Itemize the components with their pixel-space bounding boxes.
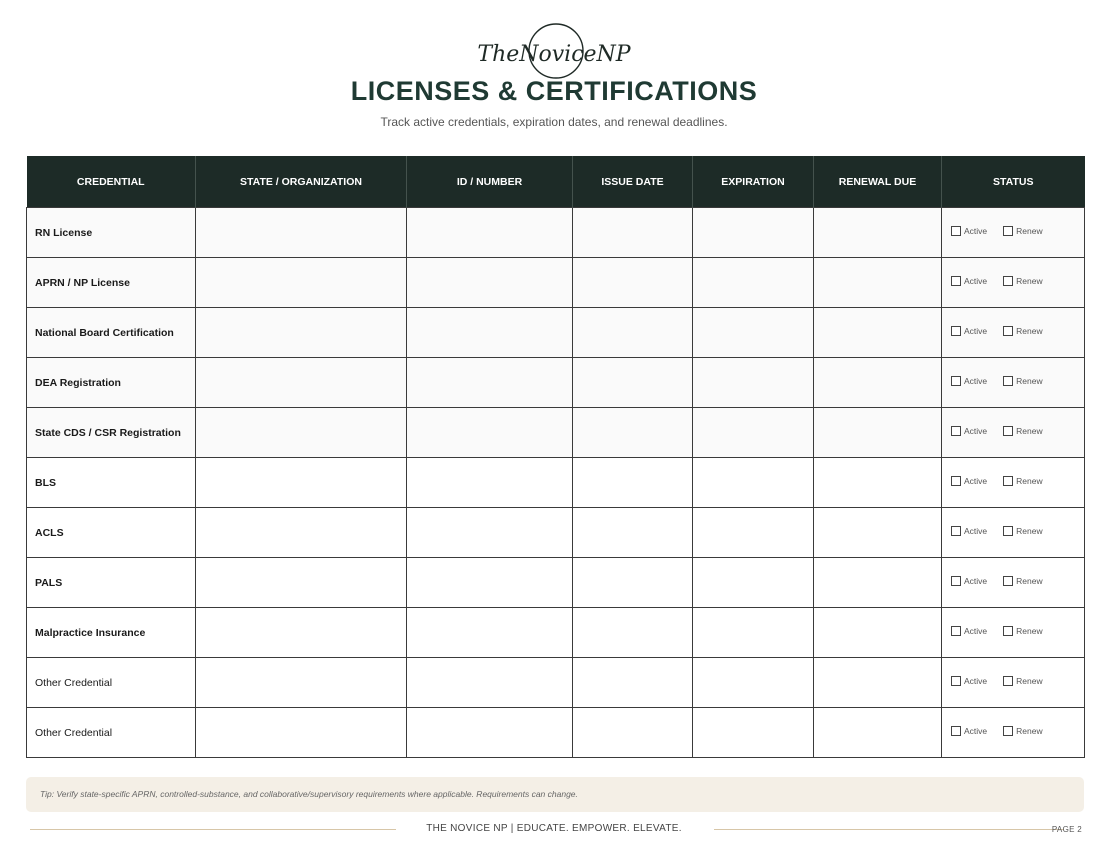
table-row — [27, 358, 1085, 408]
status-option-active[interactable] — [951, 676, 987, 686]
credentials-table — [26, 156, 1085, 758]
column-header: RENEWAL DUE — [814, 156, 942, 208]
credential-cell: BLS — [27, 458, 196, 508]
renewal-due-cell[interactable] — [814, 558, 942, 608]
status-option-renew[interactable] — [1003, 426, 1042, 436]
table-row — [27, 708, 1085, 758]
table-header-row — [27, 156, 1085, 208]
status-option-renew[interactable] — [1003, 276, 1042, 286]
status-option-label: Renew — [1016, 626, 1043, 636]
status-option-active[interactable] — [951, 526, 987, 536]
expiration-cell[interactable] — [693, 708, 814, 758]
page-number: PAGE 2 — [1051, 825, 1082, 834]
table-row — [27, 308, 1085, 358]
status-option-label: Renew — [1016, 676, 1043, 686]
status-option-renew[interactable] — [1003, 726, 1042, 736]
status-option-label: Renew — [1016, 476, 1043, 486]
checkbox-icon[interactable] — [1003, 726, 1013, 736]
table-row — [27, 558, 1085, 608]
renewal-due-cell[interactable] — [814, 408, 942, 458]
status-option-label: Renew — [1016, 226, 1043, 236]
status-option-label: Renew — [1016, 326, 1043, 336]
checkbox-icon[interactable] — [1003, 226, 1013, 236]
status-option-renew[interactable] — [1003, 526, 1042, 536]
status-option-renew[interactable] — [1003, 576, 1042, 586]
state-organization-cell[interactable] — [196, 658, 407, 708]
status-option-active[interactable] — [951, 626, 987, 636]
renewal-due-cell[interactable] — [814, 508, 942, 558]
checkbox-icon[interactable] — [951, 426, 961, 436]
status-option-label: Active — [964, 276, 988, 286]
status-option-active[interactable] — [951, 276, 987, 286]
status-option-label: Renew — [1016, 376, 1043, 386]
renewal-due-cell[interactable] — [814, 658, 942, 708]
id-number-cell[interactable] — [407, 358, 573, 408]
table-row — [27, 458, 1085, 508]
checkbox-icon[interactable] — [1003, 426, 1013, 436]
state-organization-cell[interactable] — [196, 458, 407, 508]
status-cell — [942, 658, 1085, 708]
column-header: ID / NUMBER — [407, 156, 573, 208]
status-option-renew[interactable] — [1003, 476, 1042, 486]
checkbox-icon[interactable] — [1003, 526, 1013, 536]
issue-date-cell[interactable] — [573, 258, 693, 308]
checkbox-icon[interactable] — [951, 676, 961, 686]
renewal-due-cell[interactable] — [814, 708, 942, 758]
id-number-cell[interactable] — [407, 708, 573, 758]
status-option-label: Active — [964, 326, 988, 336]
checkbox-icon[interactable] — [951, 626, 961, 636]
expiration-cell[interactable] — [693, 258, 814, 308]
status-cell — [942, 308, 1085, 358]
status-option-label: Renew — [1016, 526, 1043, 536]
expiration-cell[interactable] — [693, 558, 814, 608]
column-header: STATE / ORGANIZATION — [196, 156, 407, 208]
id-number-cell[interactable] — [407, 508, 573, 558]
renewal-due-cell[interactable] — [814, 608, 942, 658]
id-number-cell[interactable] — [407, 658, 573, 708]
status-option-active[interactable] — [951, 476, 987, 486]
logo-text: TheNoviceNP — [477, 42, 631, 67]
status-option-renew[interactable] — [1003, 326, 1042, 336]
issue-date-cell[interactable] — [573, 708, 693, 758]
status-option-label: Active — [964, 376, 988, 386]
status-option-label: Active — [964, 476, 988, 486]
id-number-cell[interactable] — [407, 408, 573, 458]
status-option-label: Active — [964, 226, 988, 236]
status-option-active[interactable] — [951, 576, 987, 586]
status-option-label: Active — [964, 426, 988, 436]
column-header: ISSUE DATE — [573, 156, 693, 208]
status-option-label: Active — [964, 576, 988, 586]
checkbox-icon[interactable] — [1003, 626, 1013, 636]
status-option-active[interactable] — [951, 726, 987, 736]
footer-tagline: THE NOVICE NP | EDUCATE. EMPOWER. ELEVATE. — [426, 823, 682, 834]
expiration-cell[interactable] — [693, 308, 814, 358]
state-organization-cell[interactable] — [196, 358, 407, 408]
issue-date-cell[interactable] — [573, 658, 693, 708]
credential-cell: DEA Registration — [27, 358, 196, 408]
status-option-label: Renew — [1016, 576, 1043, 586]
table-row — [27, 608, 1085, 658]
id-number-cell[interactable] — [407, 458, 573, 508]
status-cell — [942, 708, 1085, 758]
state-organization-cell[interactable] — [196, 508, 407, 558]
checkbox-icon[interactable] — [1003, 476, 1013, 486]
issue-date-cell[interactable] — [573, 458, 693, 508]
id-number-cell[interactable] — [407, 608, 573, 658]
status-option-label: Renew — [1016, 426, 1043, 436]
renewal-due-cell[interactable] — [814, 358, 942, 408]
expiration-cell[interactable] — [693, 408, 814, 458]
credential-cell: APRN / NP License — [27, 258, 196, 308]
state-organization-cell[interactable] — [196, 408, 407, 458]
expiration-cell[interactable] — [693, 608, 814, 658]
table-row — [27, 208, 1085, 258]
status-option-active[interactable] — [951, 426, 987, 436]
checkbox-icon[interactable] — [1003, 326, 1013, 336]
state-organization-cell[interactable] — [196, 258, 407, 308]
checkbox-icon[interactable] — [951, 476, 961, 486]
status-option-renew[interactable] — [1003, 676, 1042, 686]
tip-note: Tip: Verify state-specific APRN, controlled-substance, and collaborative/supervisory requirements where applicable. Requirements can change. — [26, 777, 1084, 812]
expiration-cell[interactable] — [693, 358, 814, 408]
state-organization-cell[interactable] — [196, 308, 407, 358]
credential-cell: State CDS / CSR Registration — [27, 408, 196, 458]
renewal-due-cell[interactable] — [814, 258, 942, 308]
checkbox-icon[interactable] — [951, 576, 961, 586]
credential-cell: ACLS — [27, 508, 196, 558]
state-organization-cell[interactable] — [196, 708, 407, 758]
issue-date-cell[interactable] — [573, 608, 693, 658]
checkbox-icon[interactable] — [1003, 376, 1013, 386]
renewal-due-cell[interactable] — [814, 458, 942, 508]
status-option-label: Active — [964, 626, 988, 636]
expiration-cell[interactable] — [693, 508, 814, 558]
expiration-cell[interactable] — [693, 658, 814, 708]
status-cell — [942, 258, 1085, 308]
credential-cell: RN License — [27, 208, 196, 258]
checkbox-icon[interactable] — [951, 526, 961, 536]
issue-date-cell[interactable] — [573, 208, 693, 258]
status-cell — [942, 358, 1085, 408]
state-organization-cell[interactable] — [196, 208, 407, 258]
page-title: LICENSES & CERTIFICATIONS — [350, 76, 758, 106]
status-cell — [942, 408, 1085, 458]
status-option-active[interactable] — [951, 376, 987, 386]
issue-date-cell[interactable] — [573, 308, 693, 358]
checkbox-icon[interactable] — [1003, 676, 1013, 686]
renewal-due-cell[interactable] — [814, 208, 942, 258]
brand-logo — [0, 18, 1108, 84]
checkbox-icon[interactable] — [1003, 276, 1013, 286]
table-row — [27, 658, 1085, 708]
id-number-cell[interactable] — [407, 308, 573, 358]
checkbox-icon[interactable] — [951, 376, 961, 386]
status-cell — [942, 558, 1085, 608]
credential-cell: Other Credential — [27, 658, 196, 708]
checkbox-icon[interactable] — [951, 326, 961, 336]
table-row — [27, 258, 1085, 308]
state-organization-cell[interactable] — [196, 558, 407, 608]
expiration-cell[interactable] — [693, 208, 814, 258]
column-header: STATUS — [942, 156, 1085, 208]
status-option-active[interactable] — [951, 326, 987, 336]
state-organization-cell[interactable] — [196, 608, 407, 658]
credential-cell: Other Credential — [27, 708, 196, 758]
status-option-renew[interactable] — [1003, 226, 1042, 236]
status-option-label: Active — [964, 676, 988, 686]
credential-cell: Malpractice Insurance — [27, 608, 196, 658]
status-option-label: Renew — [1016, 726, 1043, 736]
status-cell — [942, 208, 1085, 258]
renewal-due-cell[interactable] — [814, 308, 942, 358]
status-option-renew[interactable] — [1003, 376, 1042, 386]
credential-cell: National Board Certification — [27, 308, 196, 358]
status-option-active[interactable] — [951, 226, 987, 236]
status-option-label: Renew — [1016, 276, 1043, 286]
checkbox-icon[interactable] — [951, 276, 961, 286]
issue-date-cell[interactable] — [573, 508, 693, 558]
table-row — [27, 408, 1085, 458]
checkbox-icon[interactable] — [951, 726, 961, 736]
id-number-cell[interactable] — [407, 208, 573, 258]
issue-date-cell[interactable] — [573, 558, 693, 608]
table-row — [27, 508, 1085, 558]
status-option-renew[interactable] — [1003, 626, 1042, 636]
checkbox-icon[interactable] — [1003, 576, 1013, 586]
status-cell — [942, 608, 1085, 658]
expiration-cell[interactable] — [693, 458, 814, 508]
credential-cell: PALS — [27, 558, 196, 608]
column-header: CREDENTIAL — [27, 156, 196, 208]
id-number-cell[interactable] — [407, 258, 573, 308]
issue-date-cell[interactable] — [573, 358, 693, 408]
column-header: EXPIRATION — [693, 156, 814, 208]
page-subtitle: Track active credentials, expiration dates, and renewal deadlines. — [380, 115, 728, 129]
status-option-label: Active — [964, 526, 988, 536]
id-number-cell[interactable] — [407, 558, 573, 608]
checkbox-icon[interactable] — [951, 226, 961, 236]
status-cell — [942, 458, 1085, 508]
status-option-label: Active — [964, 726, 988, 736]
status-cell — [942, 508, 1085, 558]
issue-date-cell[interactable] — [573, 408, 693, 458]
